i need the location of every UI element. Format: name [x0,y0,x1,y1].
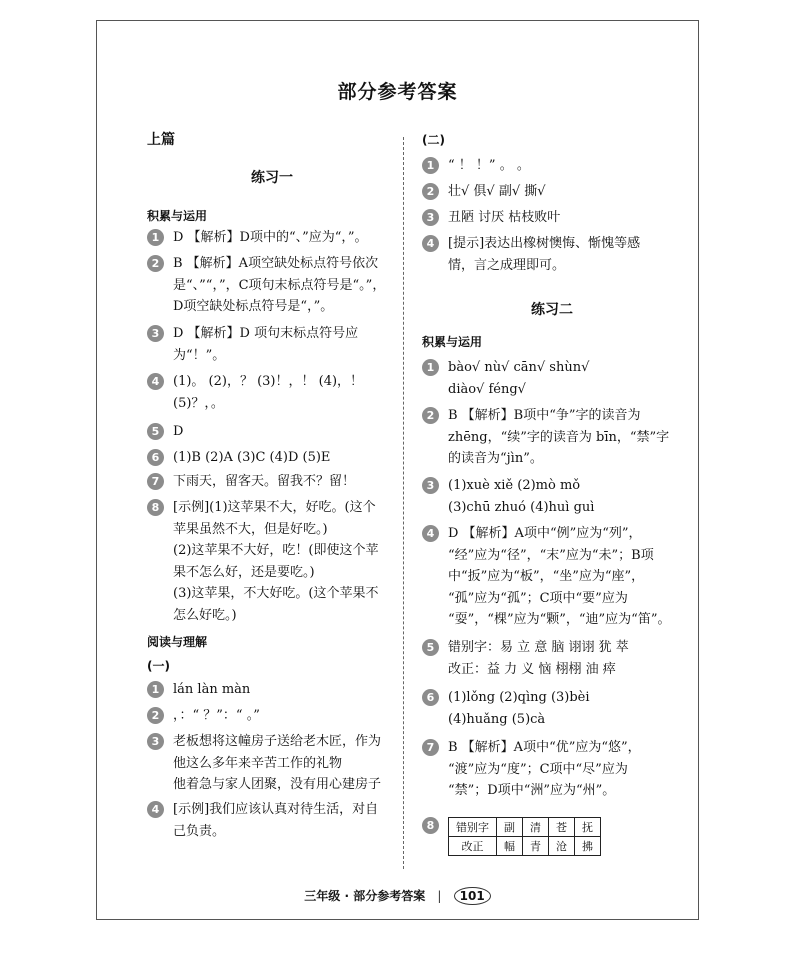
answer-line: “ ！ ！” 。 。 [448,158,530,173]
answer-item [422,475,682,518]
answer-line: bào√ nù√ cān√ shùn√ [448,360,590,375]
answer-line: B 【解析】A项空缺处标点符号依次 [173,256,379,271]
answer-page [96,20,699,920]
answer-line: 苹果虽然不大，但是好吃。) [173,521,328,537]
answer-line: 改正：益 力 义 恼 栩栩 油 瘁 [448,661,616,677]
answer-line: ，：“ ？”：“ 。” [173,708,260,723]
answer-line: (3)chū zhuó (4)huì guì [448,499,595,515]
answer-line: [示例](1)这苹果不大，好吃。(这个 [173,500,376,515]
answer-item [147,253,397,318]
item-number: 5 [147,423,164,440]
item-number: 1 [147,229,164,246]
table-cell: 清 [523,818,549,837]
table-cell: 幅 [497,837,523,856]
answer-line: “孤”应为“孤”；C项中“要”应为 [448,590,628,606]
item-number: 7 [147,473,164,490]
answer-line: D 【解析】A项中“例”应为“列”， [448,526,642,541]
answer-item [422,815,682,856]
item-number: 3 [147,325,164,342]
answer-item [422,405,682,470]
footer-text: 三年级 · 部分参考答案 [304,889,426,903]
item-number: 5 [422,639,439,656]
section-heading: 上篇 [147,132,175,148]
table-cell: 错别字 [449,818,497,837]
part-heading: (一) [147,659,170,673]
answer-line: “耍”，“棵”应为“颗”，“迪”应为“笛”。 [448,612,671,627]
answer-line: (1)xuè xiě (2)mò mǒ [448,478,581,493]
table-cell: 青 [523,837,549,856]
answer-item [147,497,397,626]
subsection-heading: 积累与运用 [422,335,483,349]
answer-line: (2)这苹果不大好，吃！(即使这个苹 [173,543,379,558]
answer-line: (1)。 (2)，？ (3)！，！ (4)，！ [173,374,364,389]
answer-line: 果不怎么好，还是要吃。) [173,564,315,580]
answer-line: [提示]表达出橡树懊悔、惭愧等感 [448,236,641,251]
item-number: 8 [147,499,164,516]
column-divider [403,137,404,869]
item-number: 1 [422,157,439,174]
answer-line: (4)huǎng (5)cà [448,711,546,727]
answer-item [422,687,682,730]
footer-separator: | [437,889,442,903]
answer-item [422,233,682,276]
answer-line: D [173,424,184,439]
item-number: 4 [422,235,439,252]
page-footer [97,887,698,905]
subsection-heading: 阅读与理解 [147,635,208,649]
answer-line: 情，言之成理即可。 [448,257,566,273]
item-number: 1 [147,681,164,698]
answer-line: (1)B (2)A (3)C (4)D (5)E [173,450,331,465]
answer-line: 他着急与家人团聚，没有用心建房子 [173,777,382,792]
item-number: 2 [147,707,164,724]
answer-item [147,227,397,249]
item-number: 6 [147,449,164,466]
answer-line: 丑陋 讨厌 枯枝败叶 [448,210,561,225]
answer-item [147,323,397,366]
answer-line: B 【解析】B项中“争”字的读音为 [448,408,641,423]
page-title: 部分参考答案 [337,81,458,103]
item-number: 2 [422,183,439,200]
item-number: 1 [422,359,439,376]
answer-line: (5)？，。 [173,395,224,411]
item-number: 4 [422,525,439,542]
answer-item [422,155,682,177]
answer-item [422,737,682,802]
answer-line: B 【解析】A项中“优”应为“悠”， [448,740,641,755]
answer-line: D项空缺处标点符号是“，”。 [173,299,334,314]
table-cell: 抚 [575,818,601,837]
table-cell: 沧 [549,837,575,856]
answer-line: 中“扳”应为“板”，“坐”应为“座”， [448,569,645,584]
table-cell: 拂 [575,837,601,856]
answer-item [147,679,397,701]
answer-line: “禁”；D项中“洲”应为“州”。 [448,783,616,798]
answer-line: 己负责。 [173,823,226,839]
answer-line: (1)lǒng (2)qìng (3)bèi [448,690,590,705]
item-number: 4 [147,801,164,818]
answer-line: 下雨天，留客天。留我不？留！ [173,474,356,489]
answer-item [422,207,682,229]
item-number: 2 [422,407,439,424]
item-number: 3 [147,733,164,750]
item-number: 6 [422,689,439,706]
answer-item [147,421,397,443]
answer-line: 他这么多年来辛苦工作的礼物 [173,755,343,771]
answer-line: 的读音为“jìn”。 [448,451,543,466]
answer-line: “渡”应为“度”；C项中“尽”应为 [448,761,628,777]
page-number: 101 [454,887,491,905]
table-cell: 改正 [449,837,497,856]
answer-item [147,447,397,469]
answer-line: diào√ féng√ [448,381,526,397]
answer-line: [示例]我们应该认真对待生活，对自 [173,802,379,817]
item-number: 2 [147,255,164,272]
item-number: 3 [422,477,439,494]
answer-item [422,523,682,631]
correction-table [448,817,601,856]
part-heading: (二) [422,133,445,147]
answer-line: (3)这苹果，不大好吃。(这个苹果不 [173,586,379,601]
exercise-heading: 练习二 [531,302,573,318]
answer-line: zhēng，“续”字的读音为 bīn，“禁”字 [448,429,670,445]
answer-item [422,637,682,680]
table-cell: 苍 [549,818,575,837]
item-number: 7 [422,739,439,756]
answer-line: “经”应为“径”，“末”应为“未”；B项 [448,547,654,563]
table-cell: 副 [497,818,523,837]
answer-line: 怎么好吃。) [173,607,237,623]
answer-line: D 【解析】D项中的“、”应为“，”。 [173,230,368,245]
table-row [449,818,601,837]
answer-item [147,371,397,414]
answer-item [422,357,682,400]
exercise-heading: 练习一 [251,170,293,186]
item-number: 3 [422,209,439,226]
item-number: 4 [147,373,164,390]
answer-line: 为“！”。 [173,347,226,363]
table-row [449,837,601,856]
answer-line: lán làn màn [173,682,251,697]
answer-item [147,731,397,796]
answer-item [147,471,397,493]
answer-line: D 【解析】D 项句末标点符号应 [173,326,359,341]
answer-line: 老板想将这幢房子送给老木匠，作为 [173,734,382,749]
answer-line: 壮√ 俱√ 副√ 撕√ [448,184,546,199]
subsection-heading: 积累与运用 [147,209,208,223]
item-number: 8 [422,817,439,834]
answer-line: 错别字：易 立 意 脑 诩诩 犹 萃 [448,640,629,655]
answer-item [147,799,397,842]
answer-line: 是“、”“，”，C项句末标点符号是“。”， [173,277,386,293]
answer-item [422,181,682,203]
answer-item [147,705,397,727]
